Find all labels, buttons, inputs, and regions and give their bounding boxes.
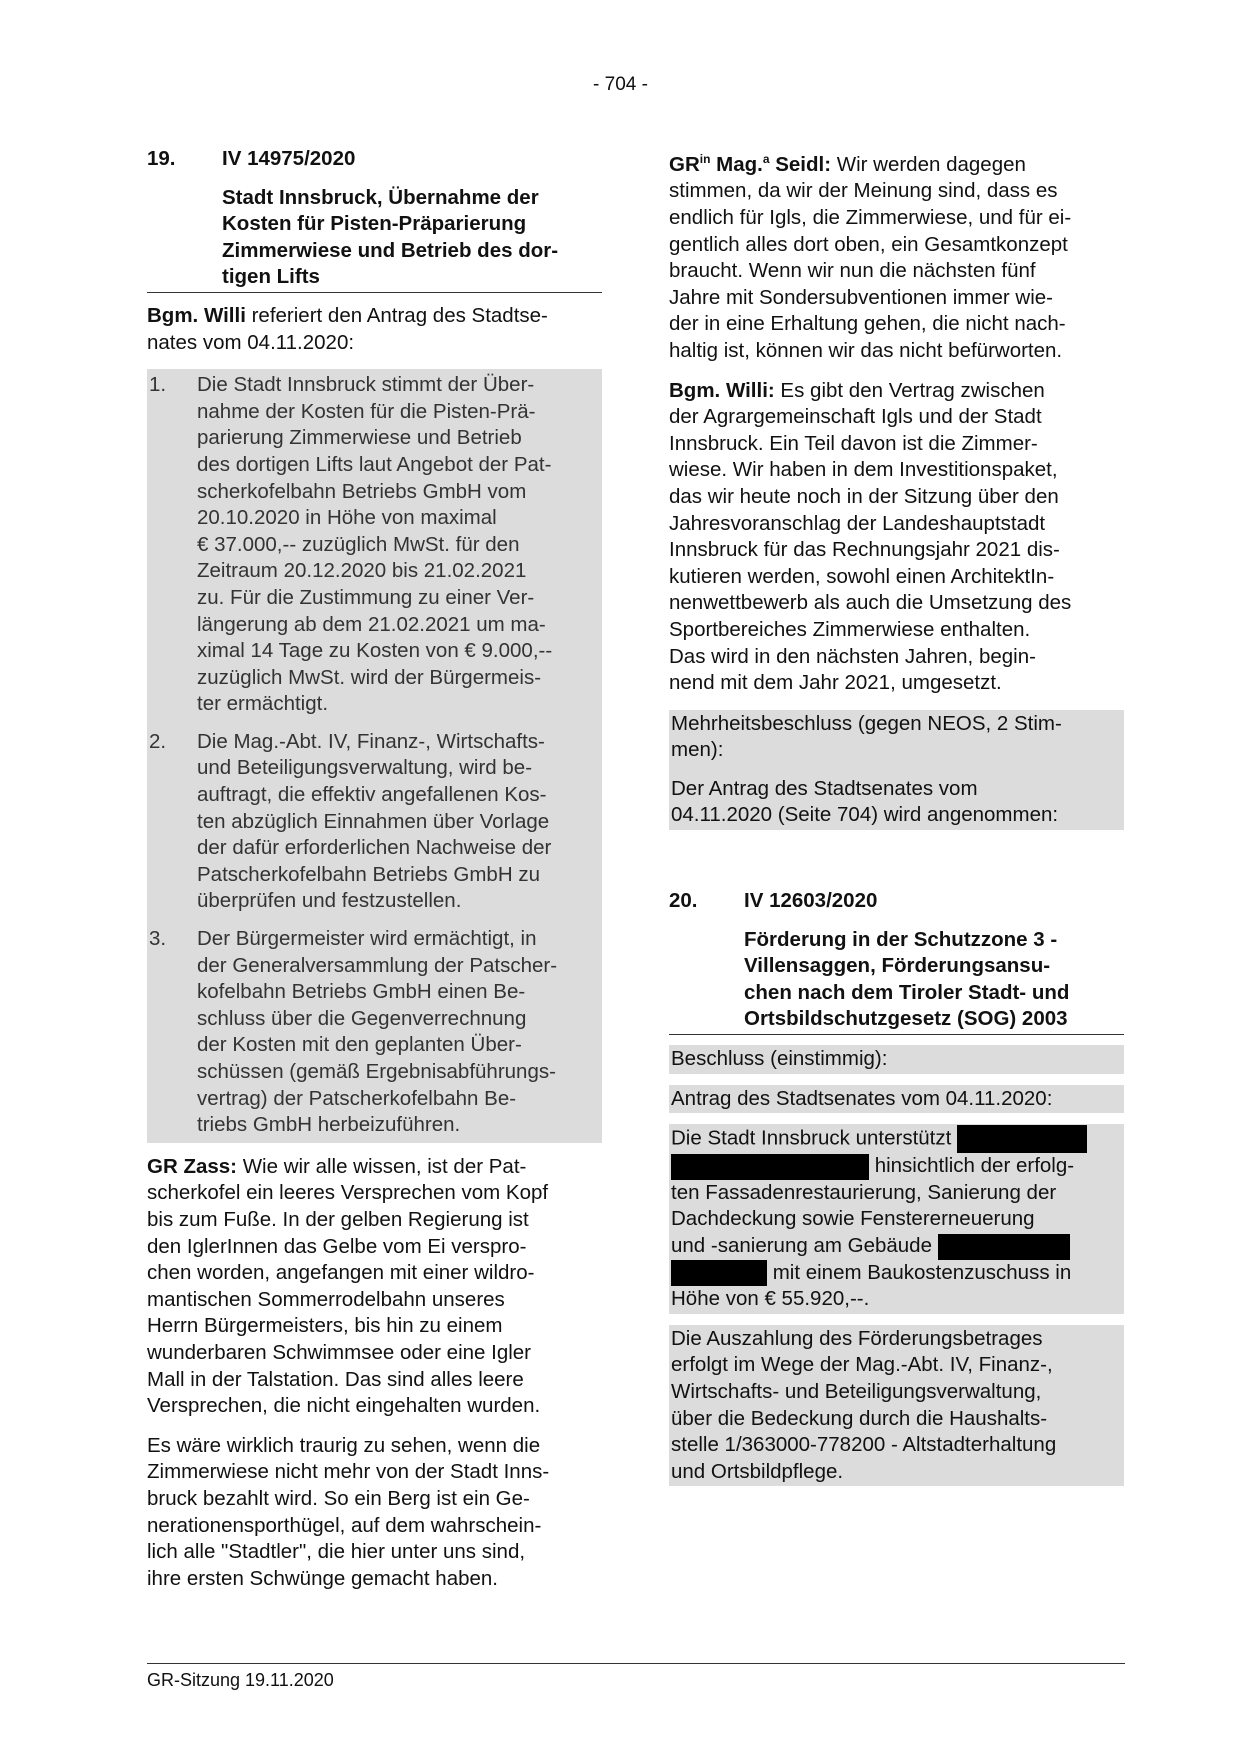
payout-box: Die Auszahlung des Förderungsbetrages erfolgt im Wege der Mag.-Abt. IV, Finanz-, Wirtschafts- und Beteiligungsverwaltung, über die Bedeckung durch die Haushalts- stelle 1/363000-778200 - Altstadterhaltung und Ortsbildpflege. <box>669 1325 1124 1487</box>
zass-statement-continued: Es wäre wirklich traurig zu sehen, wenn die Zimmerwiese nicht mehr von der Stadt Inns- bruck bezahlt wird. So ein Berg ist ein Ge- nerationensporthügel, auf dem wahrschein- lich alle "Stadtler", die hier unter uns sind, ihre ersten Schwünge gemacht haben. <box>147 1433 550 1590</box>
text-line: nates vom 04.11.2020: <box>147 330 355 354</box>
speaker: Bgm. Willi: <box>669 378 775 402</box>
item-title: Förderung in der Schutzzone 3 - Villensaggen, Förderungsansu- chen nach dem Tiroler Stadt- und Ortsbildschutzgesetz (SOG) 2003 <box>744 927 1070 1031</box>
item-title <box>147 185 602 291</box>
redaction-block <box>957 1125 1087 1153</box>
antrag-box <box>669 1085 1124 1114</box>
item-19-title-block <box>147 185 602 293</box>
item-20-header <box>669 888 1124 915</box>
item-code: IV 12603/2020 <box>744 889 878 913</box>
seidl-statement: $GR^{in}$ Mag.$^a$ Seidl: Wir werden dagegen stimmen, da wir der Meinung sind, dass es endlich für Igls, die Zimmerwiese, und für ei- gentlich alles dort oben, ein Gesamtkonzept braucht. Wenn wir nun die nächsten fünf Jahre mit Sondersubventionen immer wie- der in eine Erhaltung gehen, die nicht nach- haltig ist, können wir das nicht befürworten. <box>669 152 1072 362</box>
speaker: GR Zass: <box>147 1154 237 1178</box>
list-item <box>147 372 598 718</box>
item-19-header <box>147 146 602 173</box>
list-item <box>147 926 598 1139</box>
redaction-block <box>671 1154 869 1180</box>
redaction-block <box>671 1260 767 1286</box>
list-number: 2. <box>149 729 167 753</box>
speaker: Bgm. Willi <box>147 303 246 327</box>
willi-statement: Bgm. Willi: Es gibt den Vertrag zwischen der Agrargemeinschaft Igls und der Stadt Innsbruck. Ein Teil davon ist die Zimmer- wiese. Wir haben in dem Investitionspaket, das wir heute noch in der Sitzung über den Jahresvoranschlag der Landeshauptstadt Innsbruck für das Rechnungsjahr 2021 dis- kutieren werden, sowohl einen ArchitektIn- nenwettbewerb als auch die Umsetzung des Sportbereiches Zimmerwiese enthalten. Das wird in den nächsten Jahren, begin- nend mit dem Jahr 2021, umgesetzt. <box>669 378 1072 695</box>
right-column <box>669 146 1124 1497</box>
beschluss-box <box>669 1045 1124 1074</box>
speaker: $GR^{in}$ Mag.$^a$ Seidl: <box>669 152 832 176</box>
item-number: 19. <box>147 147 176 170</box>
list-text: Die Stadt Innsbruck stimmt der Über- nahme der Kosten für die Pisten-Prä- parierung Zimmerwiese und Betrieb des dortigen Lifts laut Angebot der Pat- scherkofelbahn Betriebs GmbH vom 20.10.2020 in Höhe von maximal € 37.000,-- zuzüglich MwSt. für den Zeitraum 20.12.2020 bis 21.02.2021 zu. Für die Zustimmung zu einer Ver- längerung ab dem 21.02.2021 um ma- ximal 14 Tage zu Kosten von € 9.000,-- zuzüglich MwSt. wird der Bürgermeis- ter ermächtigt. <box>197 373 553 716</box>
title-line: Zimmerwiese und Betrieb des dor- <box>222 238 559 262</box>
decision-box-19: Mehrheitsbeschluss (gegen NEOS, 2 Stim- men): Der Antrag des Stadtsenates vom 04.11.2020 (Seite 704) wird angenommen: <box>669 710 1124 830</box>
beschluss-label: Beschluss (einstimmig): <box>671 1047 888 1071</box>
title-line: Stadt Innsbruck, Übernahme der <box>222 185 539 209</box>
item-code: IV 14975/2020 <box>222 147 356 170</box>
list-text: Die Mag.-Abt. IV, Finanz-, Wirtschafts- und Beteiligungsverwaltung, wird be- auftragt, die effektiv angefallenen Kos- ten abzüglich Einnahmen über Vorlage der dafür erforderlichen Nachweise der Patscherkofelbahn Betriebs GmbH zu überprüfen und festzustellen. <box>197 729 552 913</box>
intro-paragraph <box>147 303 602 356</box>
item-number: 20. <box>669 889 698 913</box>
footer-divider <box>147 1663 1125 1664</box>
redaction-block <box>938 1234 1070 1260</box>
list-text: Der Bürgermeister wird ermächtigt, in der Generalversammlung der Patscher- kofelbahn Betriebs GmbH einen Be- schluss über die Gegenverrechnung der Kosten mit den geplanten Über- schüssen (gemäß Ergebnisabführungs- vertrag) der Patscherkofelbahn Be- triebs GmbH herbeizuführen. <box>197 927 558 1137</box>
title-line: Kosten für Pisten-Präparierung <box>222 212 527 236</box>
list-number: 3. <box>149 927 167 951</box>
footer: GR-Sitzung 19.11.2020 <box>147 1670 334 1690</box>
motion-list <box>147 369 602 1143</box>
title-line: tigen Lifts <box>222 265 320 289</box>
list-item <box>147 729 598 915</box>
list-number: 1. <box>149 373 167 397</box>
antrag-label: Antrag des Stadtsenates vom 04.11.2020: <box>671 1086 1053 1110</box>
zass-statement: GR Zass: Wie wir alle wissen, ist der Pat- scherkofel ein leeres Versprechen vom Kopf bis zum Fuße. In der gelben Regierung ist den IglerInnen das Gelbe vom Ei verspro- chen worden, angefangen mit einer wildro- mantischen Sommerrodelbahn unseres Herrn Bürgermeisters, bis hin zu einem wunderbaren Schwimmsee oder eine Igler Mall in der Talstation. Das sind alles leere Versprechen, die nicht eingehalten wurden. <box>147 1154 549 1418</box>
funding-box: Die Stadt Innsbruck unterstützt hinsichtlich der erfolg- ten Fassadenrestaurierung, Sanierung der Dachdeckung sowie Fenstererneuerung und -sanierung am Gebäude mit einem Baukostenzuschuss in Höhe von € 55.920,--. <box>669 1124 1124 1314</box>
page-number: - 704 - <box>593 74 648 95</box>
left-column <box>147 146 602 1605</box>
text-line: referiert den Antrag des Stadtse- <box>245 303 548 327</box>
item-20-title-block <box>669 927 1124 1035</box>
